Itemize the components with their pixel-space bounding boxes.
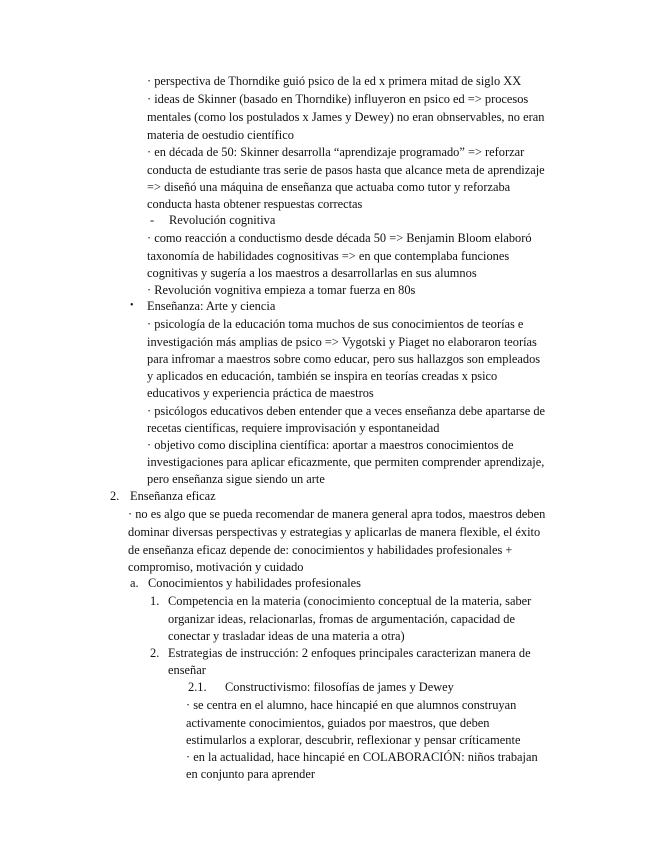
bullet-heading-arte-ciencia: Enseñanza: Arte y ciencia bbox=[147, 299, 276, 313]
bullet-marker: • bbox=[130, 300, 134, 311]
subheading-constructivismo: Constructivismo: filosofías de james y Dewey bbox=[225, 680, 454, 694]
text-line: compromiso, motivación y cuidado bbox=[128, 560, 304, 574]
text-line: mentales (como los postulados x James y Dewey) no eran obnservables, no eran bbox=[147, 110, 545, 124]
text-line: estimularlos a explorar, descubrir, reflexionar y pensar críticamente bbox=[186, 733, 521, 747]
list-number: 1. bbox=[150, 594, 160, 608]
text-line: taxonomía de habilidades cognositivas => en que contemplaba funciones bbox=[147, 249, 510, 263]
dash-marker: - bbox=[150, 213, 155, 227]
text-line: para infromar a maestros sobre como educar, pero sus hallazgos son empleados bbox=[147, 352, 541, 366]
list-number: 2.1. bbox=[188, 680, 207, 694]
text-line: Estrategias de instrucción: 2 enfoques principales caracterizan manera de bbox=[168, 646, 531, 660]
text-line: cognitivas y sugería a los maestros a desarrollarlas en sus alumnos bbox=[147, 266, 477, 280]
text-line: conducta hasta obtener respuestas correctas bbox=[147, 197, 363, 211]
text-line: conducta de estudiante tras serie de pasos hasta que alcance meta de aprendizaje bbox=[147, 163, 545, 177]
text-line: · Revolución vognitiva empieza a tomar fuerza en 80s bbox=[147, 283, 416, 297]
list-number: 2. bbox=[110, 489, 120, 503]
text-line: organizar ideas, relacionarlas, fromas de argumentación, capacidad de bbox=[168, 612, 516, 626]
text-line: · como reacción a conductismo desde década 50 => Benjamin Bloom elaboró bbox=[147, 231, 532, 245]
text-line: educativos y experiencia práctica de maestros bbox=[147, 386, 374, 400]
section-heading-ensenanza-eficaz: Enseñanza eficaz bbox=[130, 489, 216, 503]
text-line: · psicología de la educación toma muchos de sus conocimientos de teorías e bbox=[147, 317, 524, 331]
text-line: · perspectiva de Thorndike guió psico de la ed x primera mitad de siglo XX bbox=[147, 74, 522, 88]
text-line: · no es algo que se pueda recomendar de manera general apra todos, maestros deben bbox=[128, 507, 546, 521]
text-line: dominar diversas perspectivas y estrategias y aplicarlas de manera flexible, el éxito bbox=[128, 525, 541, 539]
text-line: => diseñó una máquina de enseñanza que actuaba como tutor y reforzaba bbox=[147, 180, 511, 194]
list-letter: a. bbox=[130, 576, 139, 590]
text-line: investigaciones para aplicar eficazmente, que permiten comprender aprendizaje, bbox=[147, 455, 545, 469]
text-line: enseñar bbox=[168, 663, 206, 677]
text-line: · en década de 50: Skinner desarrolla “aprendizaje programado” => reforzar bbox=[147, 145, 525, 159]
subheading-revolucion-cognitiva: Revolución cognitiva bbox=[169, 213, 276, 227]
text-line: y aplicados en educación, también se inspira en teorías creadas x psico bbox=[147, 369, 498, 383]
text-line: recetas científicas, requiere improvisación y espontaneidad bbox=[147, 421, 440, 435]
subsection-heading: Conocimientos y habilidades profesionales bbox=[148, 576, 362, 590]
text-line: · se centra en el alumno, hace hincapié en que alumnos construyan bbox=[186, 698, 517, 712]
text-line: en conjunto para aprender bbox=[186, 767, 316, 781]
text-line: investigación más amplias de psico => Vygotski y Piaget no elaboraron teorías bbox=[147, 335, 537, 349]
text-line: · ideas de Skinner (basado en Thorndike) influyeron en psico ed => procesos bbox=[147, 92, 529, 106]
text-line: · en la actualidad, hace hincapié en COLABORACIÓN: niños trabajan bbox=[186, 750, 538, 764]
text-line: activamente conocimientos, guiados por maestros, que deben bbox=[186, 716, 490, 730]
text-line: Competencia en la materia (conocimiento conceptual de la materia, saber bbox=[168, 594, 532, 608]
text-line: pero enseñanza sigue siendo un arte bbox=[147, 472, 325, 486]
list-number: 2. bbox=[150, 646, 160, 660]
text-line: conectar y trasladar ideas de una materia a otra) bbox=[168, 629, 405, 643]
text-line: · objetivo como disciplina científica: aportar a maestros conocimientos de bbox=[147, 438, 514, 452]
text-line: materia de oestudio científico bbox=[147, 128, 294, 142]
text-line: · psicólogos educativos deben entender que a veces enseñanza debe apartarse de bbox=[147, 404, 546, 418]
text-line: de enseñanza eficaz depende de: conocimientos y habilidades profesionales + bbox=[128, 543, 513, 557]
